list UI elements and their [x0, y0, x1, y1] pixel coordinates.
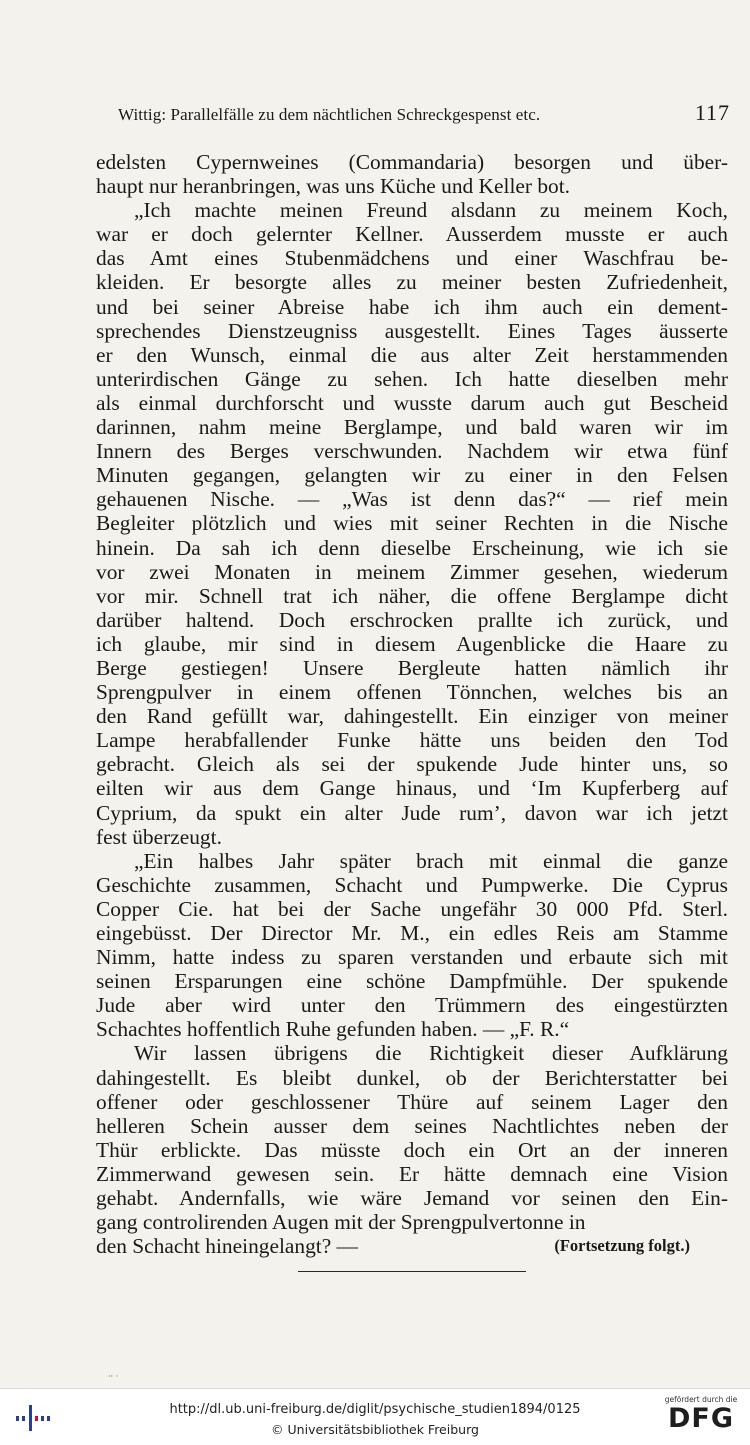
text-line: Begleiter plötzlich und wies mit seiner Rechten in die Nische — [96, 511, 728, 536]
paragraph — [96, 849, 728, 1042]
text-line: „Ich machte meinen Freund alsdann zu meinem Koch, — [134, 198, 728, 223]
viewer-footer — [0, 1388, 750, 1445]
text-line: Berge gestiegen! Unsere Bergleute hatten nämlich ihr — [96, 655, 728, 680]
text-line: Sprengpulver in einem offenen Tönnchen, welches bis an — [96, 680, 728, 705]
continuation-note: (Fortsetzung folgt.) — [554, 1236, 690, 1256]
text-line: das Amt eines Stubenmädchens und einer Waschfrau be- — [96, 246, 728, 271]
scan-specks: ·· · — [108, 1372, 119, 1381]
dfg-logo — [660, 1395, 742, 1434]
closing-text: den Schacht hineingelangt? — — [96, 1234, 358, 1259]
text-line: Lampe herabfallender Funke hätte uns beiden den Tod — [96, 728, 728, 753]
body-text — [96, 150, 728, 1258]
page-number: 117 — [694, 100, 730, 125]
paragraph — [96, 1041, 728, 1234]
text-line: haupt nur heranbringen, was uns Küche und Keller bot. — [96, 174, 571, 199]
text-line: war er doch gelernter Kellner. Ausserdem musste er auch — [96, 222, 728, 247]
dfg-funding-note: gefördert durch die — [664, 1395, 738, 1404]
text-line: gang controlirenden Augen mit der Sprengpulvertonne in — [96, 1210, 586, 1235]
closing-line — [96, 1234, 728, 1258]
text-line: offener oder geschlossener Thüre auf seinem Lager den — [96, 1089, 728, 1114]
text-line: sprechendes Dienstzeugniss ausgestellt. Eines Tages äusserte — [96, 318, 728, 343]
text-line: Wir lassen übrigens die Richtigkeit dieser Aufklärung — [134, 1041, 728, 1066]
text-line: als einmal durchforscht und wusste darum auch gut Bescheid — [96, 390, 728, 415]
text-line: darüber haltend. Doch erschrocken prallte ich zurück, und — [96, 607, 728, 632]
text-line: er den Wunsch, einmal die aus alter Zeit herstammenden — [96, 342, 728, 367]
text-line: den Rand gefüllt war, dahingestellt. Ein einziger von meiner — [96, 704, 728, 729]
permalink-url[interactable]: http://dl.ub.uni-freiburg.de/diglit/psychische_studien1894/0125 — [169, 1402, 581, 1417]
text-line: „Ein halbes Jahr später brach mit einmal die ganze — [134, 848, 728, 873]
text-line: ich glaube, mir sind in diesem Augenblicke die Haare zu — [96, 631, 728, 656]
dfg-wordmark: DFG — [667, 1403, 735, 1434]
text-line: Minuten gegangen, gelangten wir zu einer in den Felsen — [96, 463, 728, 488]
text-line: fest überzeugt. — [96, 824, 222, 849]
text-line: Copper Cie. hat bei der Sache ungefähr 30 000 Pfd. Sterl. — [96, 896, 728, 921]
paragraph — [96, 198, 728, 849]
text-line: und bei seiner Abreise habe ich ihm auch ein dement- — [96, 294, 728, 319]
text-line: helleren Schein ausser dem seines Nachtlichtes neben der — [96, 1113, 728, 1138]
text-line: Innern des Berges verschwunden. Nachdem wir etwa fünf — [96, 439, 728, 464]
header-title: Wittig: Parallelfälle zu dem nächtlichen Schreckgespenst etc. — [118, 105, 541, 124]
text-line: Schachtes hoffentlich Ruhe gefunden haben. — „F. R.“ — [96, 1017, 570, 1042]
text-line: gebracht. Gleich als sei der spukende Jude hinter uns, so — [96, 752, 728, 777]
text-line: hinein. Da sah ich denn dieselbe Erscheinung, wie ich sie — [96, 535, 728, 560]
text-line: unterirdischen Gänge zu sehen. Ich hatte dieselben mehr — [96, 366, 728, 391]
text-line: Jude aber wird unter den Trümmern des eingestürzten — [96, 993, 728, 1018]
text-line: vor mir. Schnell trat ich näher, die offene Berglampe dicht — [96, 583, 728, 608]
text-line: gehabt. Andernfalls, wie wäre Jemand vor seinen den Ein- — [96, 1186, 728, 1211]
text-line: darinnen, nahm meine Berglampe, und bald waren wir im — [96, 415, 728, 440]
text-line: vor zwei Monaten in meinem Zimmer gesehen, wiederum — [96, 559, 728, 584]
text-line: eilten wir aus dem Gange hinaus, und ‘Im Kupferberg auf — [96, 776, 728, 801]
text-line: kleiden. Er besorgte alles zu meiner besten Zufriedenheit, — [96, 270, 728, 295]
text-line: Cyprium, da spukt ein alter Jude rum’, davon war ich jetzt — [96, 800, 728, 825]
running-header — [118, 100, 730, 126]
section-rule — [298, 1271, 526, 1272]
text-line: dahingestellt. Es bleibt dunkel, ob der Berichterstatter bei — [96, 1065, 728, 1090]
text-line: Nimm, hatte indess zu sparen verstanden und erbaute sich mit — [96, 945, 728, 970]
text-line: Thür erblickte. Das müsste doch ein Ort an der inneren — [96, 1137, 728, 1162]
text-line: Geschichte zusammen, Schacht und Pumpwerke. Die Cyprus — [96, 872, 728, 897]
text-line: edelsten Cypernweines (Commandaria) besorgen und über- — [96, 150, 728, 174]
paragraph — [96, 150, 728, 198]
text-line: gehauenen Nische. — „Was ist denn das?“ — rief mein — [96, 487, 728, 512]
copyright-notice: © Universitätsbibliothek Freiburg — [271, 1422, 479, 1437]
text-line: seinen Ersparungen eine schöne Dampfmühle. Der spukende — [96, 969, 728, 994]
text-line: Zimmerwand gewesen sein. Er hätte demnach eine Vision — [96, 1161, 728, 1186]
text-line: eingebüsst. Der Director Mr. M., ein edles Reis am Stamme — [96, 921, 728, 945]
